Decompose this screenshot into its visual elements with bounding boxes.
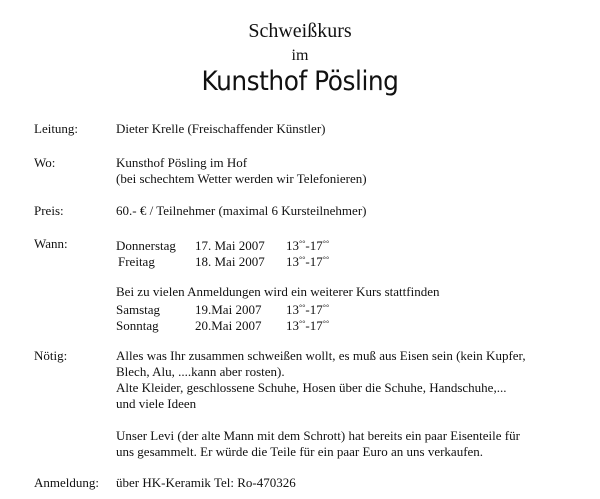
date-date: 20.Mai 2007 bbox=[195, 318, 262, 333]
noetig-p2-line-2: uns gesammelt. Er würde die Teile für ein paar Euro an uns verkaufen. bbox=[116, 444, 484, 459]
noetig-p2-line-1: Unser Levi (der alte Mann mit dem Schrott) hat bereits ein paar Eisenteile für bbox=[116, 428, 520, 443]
noetig-line-4: und viele Ideen bbox=[116, 396, 197, 411]
leitung-value: Dieter Krelle (Freischaffender Künstler) bbox=[116, 121, 326, 136]
date-row: Donnerstag 17. Mai 2007 13°°-17°° bbox=[116, 238, 330, 253]
date-day: Samstag bbox=[116, 302, 161, 317]
anmeldung-value: über HK-Keramik Tel: Ro-470326 bbox=[116, 475, 296, 490]
time-to: 17 bbox=[309, 318, 323, 333]
title-line-1: Schweißkurs bbox=[248, 20, 352, 42]
time-from: 13 bbox=[286, 238, 299, 253]
noetig-line-3: Alte Kleider, geschlossene Schuhe, Hosen über die Schuhe, Handschuhe,... bbox=[116, 380, 507, 395]
title-venue: Kunsthof Pösling bbox=[201, 66, 399, 97]
time-from: 13 bbox=[286, 318, 299, 333]
date-day: Freitag bbox=[118, 254, 155, 269]
leitung-label: Leitung: bbox=[34, 121, 79, 136]
wo-line-2: (bei schechtem Wetter werden wir Telefonieren) bbox=[116, 171, 367, 186]
date-row: Samstag 19.Mai 2007 13°°-17°° bbox=[116, 302, 330, 317]
wann-label: Wann: bbox=[34, 236, 68, 251]
date-date: 18. Mai 2007 bbox=[195, 254, 265, 269]
date-row: Sonntag 20.Mai 2007 13°°-17°° bbox=[116, 318, 330, 333]
noetig-line-1: Alles was Ihr zusammen schweißen wollt, es muß aus Eisen sein (kein Kupfer, bbox=[116, 348, 526, 363]
time-to: 17 bbox=[309, 302, 323, 317]
time-from: 13 bbox=[286, 254, 299, 269]
time-from: 13 bbox=[286, 302, 299, 317]
wo-label: Wo: bbox=[34, 155, 56, 170]
date-date: 17. Mai 2007 bbox=[195, 238, 265, 253]
wann-note: Bei zu vielen Anmeldungen wird ein weiterer Kurs stattfinden bbox=[116, 284, 440, 299]
date-day: Donnerstag bbox=[116, 238, 176, 253]
date-day: Sonntag bbox=[116, 318, 159, 333]
preis-value: 60.- € / Teilnehmer (maximal 6 Kursteilnehmer) bbox=[116, 203, 367, 218]
date-date: 19.Mai 2007 bbox=[195, 302, 262, 317]
preis-label: Preis: bbox=[34, 203, 64, 218]
date-row: Freitag 18. Mai 2007 13°°-17°° bbox=[118, 254, 330, 269]
anmeldung-label: Anmeldung: bbox=[34, 475, 99, 490]
title-line-2: im bbox=[291, 47, 309, 64]
noetig-line-2: Blech, Alu, ....kann aber rosten). bbox=[116, 364, 285, 379]
noetig-label: Nötig: bbox=[34, 348, 68, 363]
wo-line-1: Kunsthof Pösling im Hof bbox=[116, 155, 248, 170]
time-to: 17 bbox=[309, 238, 323, 253]
time-to: 17 bbox=[309, 254, 323, 269]
